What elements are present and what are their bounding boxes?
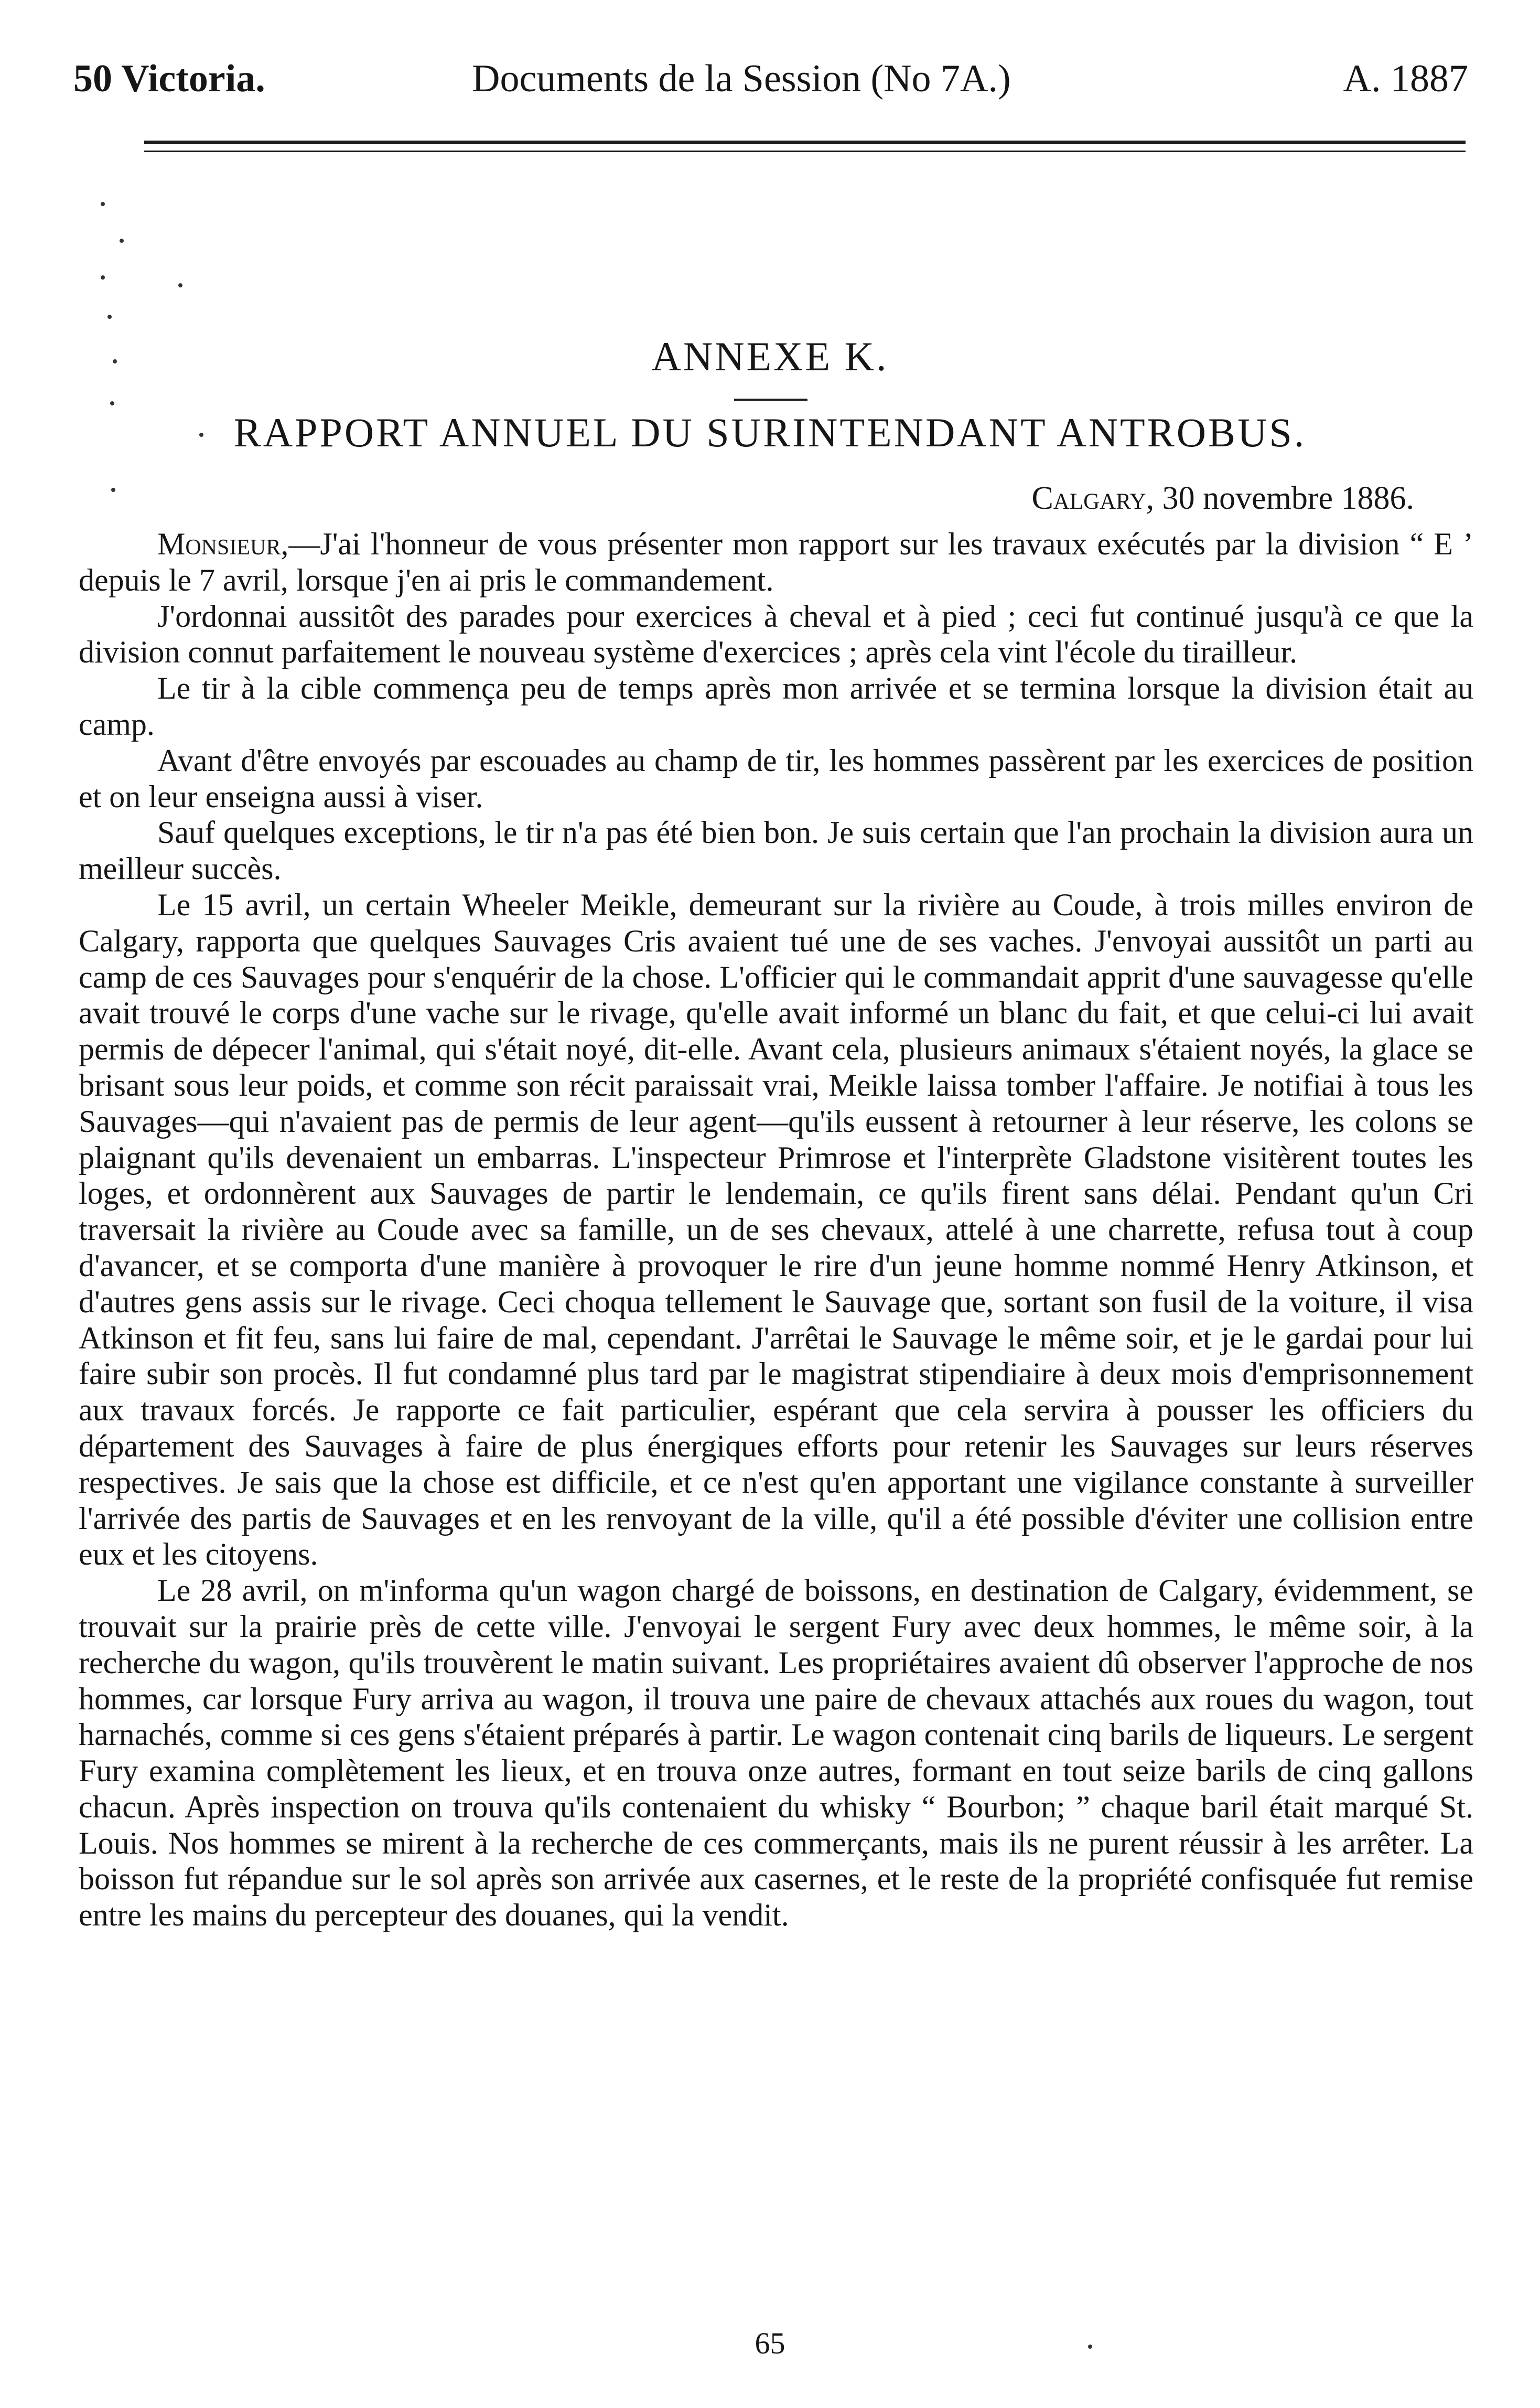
title-separator xyxy=(734,399,807,401)
paragraph: Avant d'être envoyés par escouades au champ de tir, les hommes passèrent par les exercices de position et on leur enseigna aussi à viser. xyxy=(79,743,1473,814)
margin-speck xyxy=(178,283,182,287)
margin-speck xyxy=(110,401,114,405)
paragraph xyxy=(79,526,1473,598)
margin-speck xyxy=(107,315,112,319)
header-volume: 50 Victoria. xyxy=(73,57,265,100)
margin-speck xyxy=(120,239,124,243)
paragraph: J'ordonnai aussitôt des parades pour exercices à cheval et à pied ; ceci fut continué jusqu'à ce que la division connut parfaitement le nouveau système d'exercices ; après cela vint l'école du tirailleur. xyxy=(79,598,1473,670)
paragraph: Le 28 avril, on m'informa qu'un wagon chargé de boissons, en destination de Calgary, évidemment, se trouvait sur la prairie près de cette ville. J'envoyai le sergent Fury avec deux hommes, le même soir, à la recherche du wagon, qu'ils trouvèrent le matin suivant. Les propriétaires avaient dû observer l'approche de nos hommes, car lorsque Fury arriva au wagon, il trouva une paire de chevaux attachés aux roues du wagon, tout harnachés, comme si ces gens s'étaient préparés à partir. Le wagon contenait cinq barils de liqueurs. Le sergent Fury examina complètement les lieux, et en trouva onze autres, formant en tout seize barils de cinq gallons chacun. Après inspection on trouva qu'ils contenaient du whisky “ Bourbon; ” chaque baril était marqué St. Louis. Nos hommes se mirent à la recherche de ces commerçants, mais ils ne purent réussir à les arrêter. La boisson fut répandue sur le sol après son arrivée aux casernes, et le reste de la propriété confisquée fut remise entre les mains du percepteur des douanes, qui la vendit. xyxy=(79,1573,1473,1933)
margin-speck xyxy=(111,488,115,492)
date: 30 novembre 1886. xyxy=(1162,480,1414,516)
report-body xyxy=(79,526,1473,1933)
paragraph: Le 15 avril, un certain Wheeler Meikle, demeurant sur la rivière au Coude, à trois milles environ de Calgary, rapporta que quelques Sauvages Cris avaient tué une de ses vaches. J'envoyai aussitôt un parti au camp de ces Sauvages pour s'enquérir de la chose. L'officier qui le commandait apprit d'une sauvagesse qu'elle avait trouvé le corps d'une vache sur le rivage, qu'elle avait informé un blanc du fait, et que celui-ci lui avait permis de dépecer l'animal, qui s'était noyé, dit-elle. Avant cela, plusieurs animaux s'étaient noyés, la glace se brisant sous leur poids, et comme son récit paraissait vrai, Meikle laissa tomber l'affaire. Je notifiai à tous les Sauvages—qui n'avaient pas de permis de leur agent—qu'ils eussent à retourner à leur réserve, les colons se plaignant qu'ils devenaient un embarras. L'inspecteur Primrose et l'interprète Gladstone visitèrent toutes les loges, et ordonnèrent aux Sauvages de partir le lendemain, ce qu'ils firent sans délai. Pendant qu'un Cri traversait la rivière au Coude avec sa famille, un de ses chevaux, attelé à une charrette, refusa tout à coup d'avancer, et se comporta d'une manière à provoquer le rire d'un jeune homme nommé Henry Atkinson, et d'autres gens assis sur le rivage. Ceci choqua tellement le Sauvage que, sortant son fusil de la voiture, il visa Atkinson et fit feu, sans lui faire de mal, cependant. J'arrêtai le Sauvage le même soir, et je le gardai pour lui faire subir son procès. Il fut condamné plus tard par le magistrat stipendiaire à deux mois d'emprisonnement aux travaux forcés. Je rapporte ce fait particulier, espérant que cela servira à pousser les officiers du département des Sauvages à faire de plus énergiques efforts pour retenir les Sauvages sur leurs réserves respectives. Je sais que la chose est difficile, et ce n'est qu'en apportant une vigilance constante à surveiller l'arrivée des partis de Sauvages et en les renvoyant de la ville, qu'il a été possible d'éviter une collision entre eux et les citoyens. xyxy=(79,887,1473,1572)
header-session-documents: Documents de la Session (No 7A.) xyxy=(472,57,1011,100)
margin-speck xyxy=(101,202,105,206)
header-year: A. 1887 xyxy=(1343,57,1468,100)
running-header xyxy=(73,50,1468,108)
header-rule-thick xyxy=(144,141,1466,144)
place-and-date xyxy=(1031,472,1414,525)
paragraph-text: —J'ai l'honneur de vous présenter mon rapport sur les travaux exécutés par la division “ E ’ depuis le 7 avril, lorsque j'en ai pris le commandement. xyxy=(79,527,1473,597)
margin-speck xyxy=(101,275,105,280)
report-title: RAPPORT ANNUEL DU SURINTENDANT ANTROBUS. xyxy=(233,410,1307,455)
paragraph: Le tir à la cible commença peu de temps après mon arrivée et se termina lorsque la division était au camp. xyxy=(79,671,1473,742)
annex-title: ANNEXE K. xyxy=(651,334,889,379)
page-number: 65 xyxy=(755,2326,785,2360)
place: Calgary, xyxy=(1031,480,1155,516)
paragraph: Sauf quelques exceptions, le tir n'a pas été bien bon. Je suis certain que l'an prochain la division aura un meilleur succès. xyxy=(79,815,1473,886)
salutation: Monsieur, xyxy=(157,527,289,561)
header-rule-thin xyxy=(144,151,1466,152)
